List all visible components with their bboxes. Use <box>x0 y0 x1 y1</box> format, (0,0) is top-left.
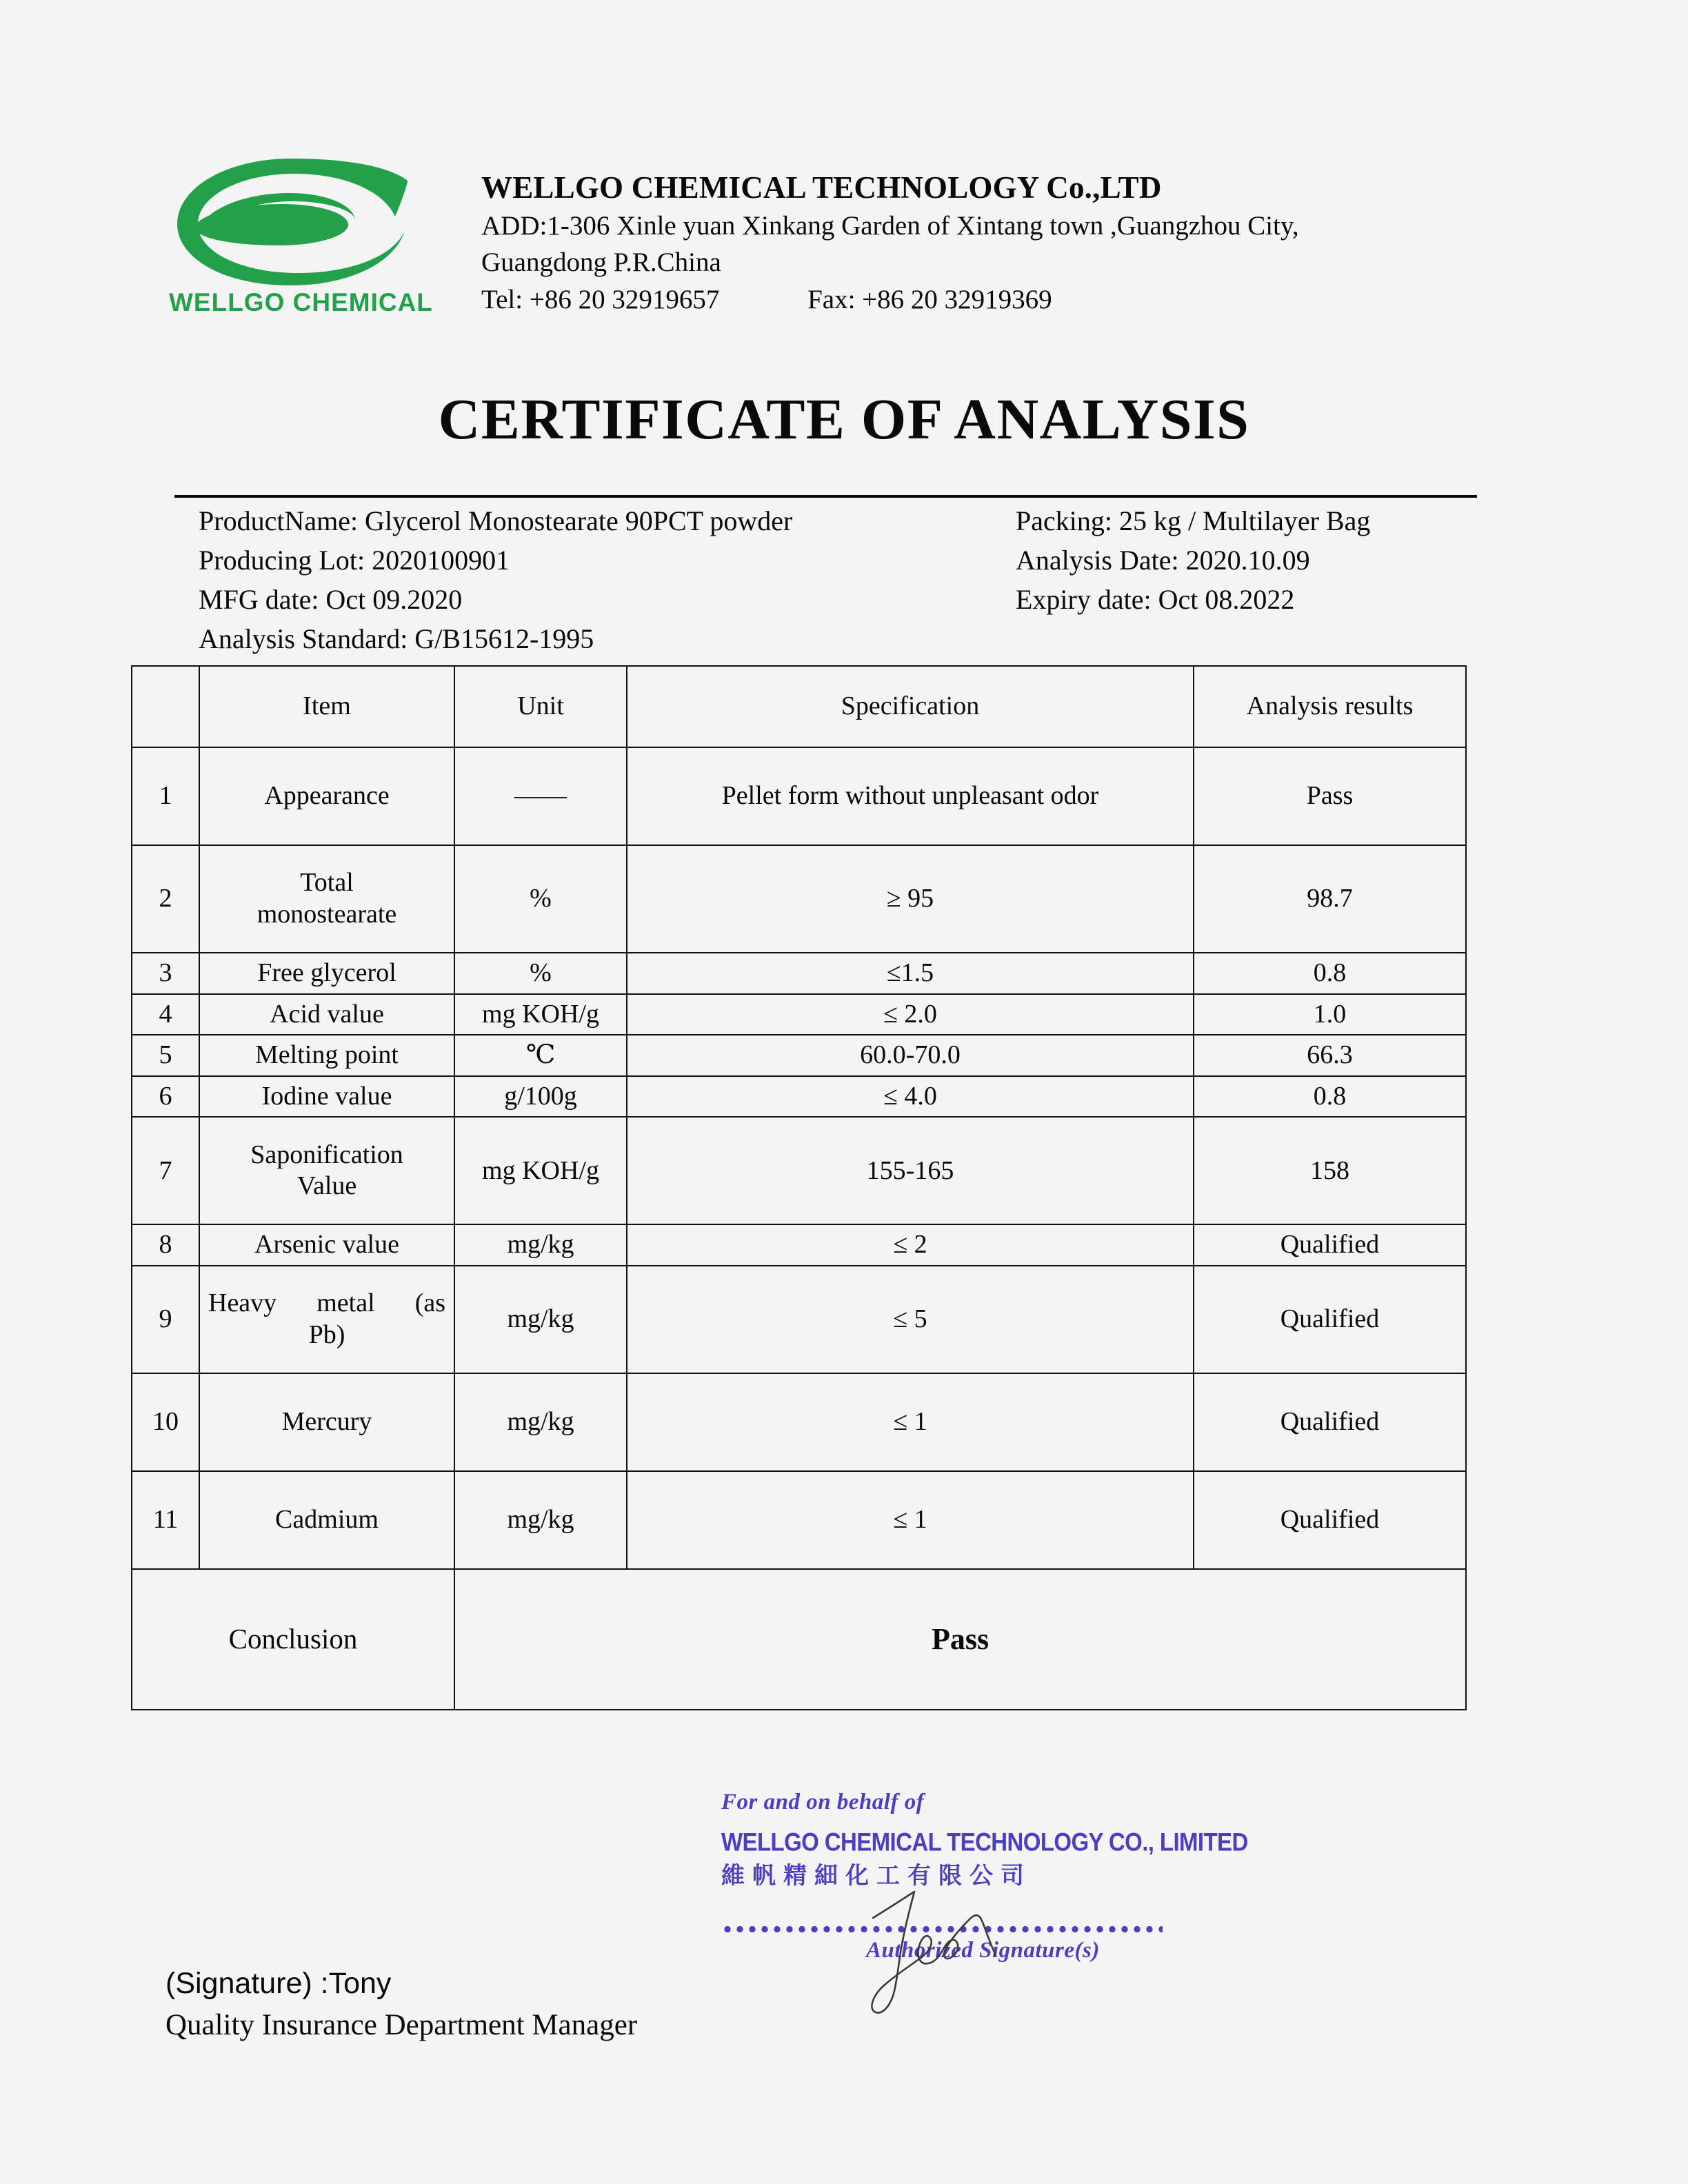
row-unit: mg KOH/g <box>454 994 627 1035</box>
row-item <box>199 845 454 953</box>
footer-signature-block <box>165 1966 993 2043</box>
row-item-line1: Heavy metal (as <box>208 1288 445 1318</box>
row-specification: ≤ 5 <box>627 1266 1194 1373</box>
row-item: Mercury <box>199 1373 454 1471</box>
row-number: 4 <box>132 994 199 1035</box>
table-row <box>132 747 1466 845</box>
conclusion-value-cell <box>454 1569 1466 1710</box>
table-row <box>132 1117 1466 1224</box>
row-result: Qualified <box>1194 1224 1466 1266</box>
row-result: Pass <box>1194 747 1466 845</box>
meta-row <box>199 541 1509 580</box>
row-specification: Pellet form without unpleasant odor <box>627 747 1194 845</box>
stamp-company-name: WELLGO CHEMICAL TECHNOLOGY CO., LIMITED <box>721 1827 1248 1857</box>
company-fax: Fax: +86 20 32919369 <box>807 285 1052 315</box>
row-item: Free glycerol <box>199 953 454 994</box>
product-name: ProductName: Glycerol Monostearate 90PCT powder <box>199 505 793 536</box>
row-specification: ≤ 2 <box>627 1224 1194 1266</box>
row-item: Arsenic value <box>199 1224 454 1266</box>
stamp-company-name-chinese: 維帆精細化工有限公司 <box>721 1862 1032 1890</box>
row-number: 6 <box>132 1076 199 1118</box>
header-item: Item <box>199 666 454 747</box>
row-item-line2: Value <box>297 1171 357 1201</box>
page-title: CERTIFICATE OF ANALYSIS <box>438 387 1250 452</box>
row-item: Cadmium <box>199 1471 454 1569</box>
conclusion-row <box>132 1569 1466 1710</box>
header-unit: Unit <box>454 666 627 747</box>
logo-wordmark: WELLGO CHEMICAL <box>169 288 433 316</box>
producing-lot: Producing Lot: 2020100901 <box>199 545 510 576</box>
company-contact <box>481 283 1516 317</box>
row-result: 1.0 <box>1194 994 1466 1035</box>
table-row <box>132 994 1466 1035</box>
row-item <box>199 1266 454 1373</box>
conclusion-label: Conclusion <box>132 1569 454 1710</box>
row-specification: 155-165 <box>627 1117 1194 1224</box>
stamp-dotted-line <box>721 1926 1163 1932</box>
meta-row <box>199 502 1509 541</box>
row-specification: ≤ 1 <box>627 1373 1194 1471</box>
row-item <box>199 1117 454 1224</box>
row-result: 0.8 <box>1194 1076 1466 1118</box>
row-number: 2 <box>132 845 199 953</box>
row-number: 1 <box>132 747 199 845</box>
row-result: Qualified <box>1194 1266 1466 1373</box>
table-row <box>132 953 1466 994</box>
company-tel: Tel: +86 20 32919657 <box>481 285 720 315</box>
table-row <box>132 1373 1466 1471</box>
row-unit: % <box>454 953 627 994</box>
row-number: 5 <box>132 1035 199 1076</box>
meta-row <box>199 580 1509 620</box>
row-item: Appearance <box>199 747 454 845</box>
row-specification: 60.0-70.0 <box>627 1035 1194 1076</box>
row-unit: ℃ <box>454 1035 627 1076</box>
row-specification: ≤ 4.0 <box>627 1076 1194 1118</box>
row-unit: mg/kg <box>454 1224 627 1266</box>
conclusion-value: Pass <box>931 1621 989 1656</box>
row-result: 98.7 <box>1194 845 1466 953</box>
row-number: 8 <box>132 1224 199 1266</box>
row-item: Iodine value <box>199 1076 454 1118</box>
analysis-date: Analysis Date: 2020.10.09 <box>1016 545 1310 576</box>
company-address-line2: Guangdong P.R.China <box>481 247 721 277</box>
meta-divider <box>174 495 1477 498</box>
company-name: WELLGO CHEMICAL TECHNOLOGY Co.,LTD <box>481 170 1162 205</box>
row-unit: mg/kg <box>454 1266 627 1373</box>
row-number: 7 <box>132 1117 199 1224</box>
row-item: Acid value <box>199 994 454 1035</box>
table-row <box>132 1471 1466 1569</box>
stamp-authorized-signature-label: Authorized Signature(s) <box>866 1938 1100 1963</box>
company-address-line1: ADD:1-306 Xinle yuan Xinkang Garden of Xintang town ,Guangzhou City, <box>481 210 1299 241</box>
row-result: Qualified <box>1194 1471 1466 1569</box>
row-specification: ≤1.5 <box>627 953 1194 994</box>
row-unit: —— <box>454 747 627 845</box>
row-number: 9 <box>132 1266 199 1373</box>
wellgo-swoosh-logo-icon <box>168 153 416 291</box>
table-row <box>132 1224 1466 1266</box>
table-row <box>132 845 1466 953</box>
company-stamp <box>721 1790 1248 1963</box>
document-header <box>0 0 1688 358</box>
analysis-standard: Analysis Standard: G/B15612-1995 <box>199 623 594 654</box>
signatory-name: (Signature) :Tony <box>165 1967 392 2000</box>
table-header-row <box>132 666 1466 747</box>
row-unit: % <box>454 845 627 953</box>
row-specification: ≤ 1 <box>627 1471 1194 1569</box>
row-specification: ≤ 2.0 <box>627 994 1194 1035</box>
row-result: 66.3 <box>1194 1035 1466 1076</box>
row-unit: mg KOH/g <box>454 1117 627 1224</box>
signatory-role: Quality Insurance Department Manager <box>165 2008 638 2041</box>
table-row <box>132 1035 1466 1076</box>
table-row <box>132 1076 1466 1118</box>
row-unit: g/100g <box>454 1076 627 1118</box>
company-info <box>481 169 1516 317</box>
row-item: Melting point <box>199 1035 454 1076</box>
analysis-results-table <box>131 665 1467 1710</box>
row-item-line1: Saponification <box>250 1140 403 1169</box>
mfg-date: MFG date: Oct 09.2020 <box>199 584 463 615</box>
header-specification: Specification <box>627 666 1194 747</box>
meta-row <box>199 620 1509 659</box>
table-row <box>132 1266 1466 1373</box>
row-number: 11 <box>132 1471 199 1569</box>
row-specification: ≥ 95 <box>627 845 1194 953</box>
row-result: Qualified <box>1194 1373 1466 1471</box>
row-item-line1: Total <box>300 868 354 898</box>
packing: Packing: 25 kg / Multilayer Bag <box>1016 505 1371 536</box>
row-unit: mg/kg <box>454 1373 627 1471</box>
stamp-behalf-text: For and on behalf of <box>721 1790 925 1814</box>
company-logo <box>168 153 433 332</box>
expiry-date: Expiry date: Oct 08.2022 <box>1016 584 1295 615</box>
row-item-line2: Pb) <box>308 1320 345 1349</box>
row-number: 10 <box>132 1373 199 1471</box>
product-metadata <box>199 502 1509 659</box>
row-item-line2: monostearate <box>257 900 397 929</box>
row-number: 3 <box>132 953 199 994</box>
header-no <box>132 666 199 747</box>
row-result: 158 <box>1194 1117 1466 1224</box>
header-results: Analysis results <box>1194 666 1466 747</box>
row-result: 0.8 <box>1194 953 1466 994</box>
row-unit: mg/kg <box>454 1471 627 1569</box>
